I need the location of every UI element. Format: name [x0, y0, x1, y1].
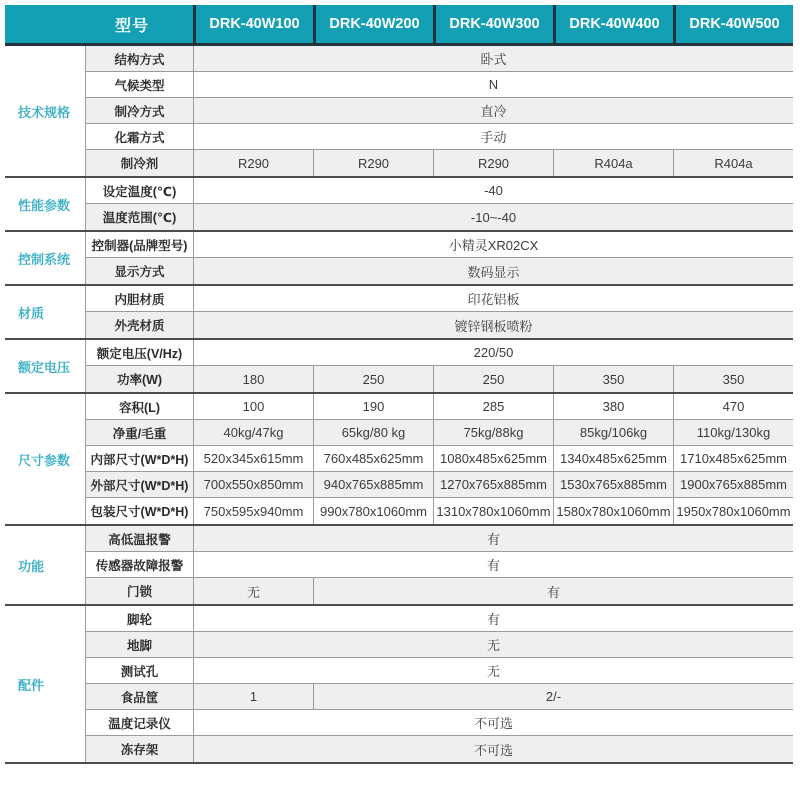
- spec-row-label: 测试孔: [85, 658, 193, 684]
- spec-value-cell: 手动: [193, 124, 793, 150]
- spec-value-cell: 250: [433, 366, 553, 392]
- spec-value-cell: 1310x780x1060mm: [433, 498, 553, 524]
- spec-row-label: 温度记录仪: [85, 710, 193, 736]
- spec-sheet-page: [5, 5, 793, 764]
- spec-row-label: 内部尺寸(W*D*H): [85, 446, 193, 472]
- model-column-header: 型号: [114, 17, 149, 35]
- spec-group-label: 配件: [5, 606, 85, 762]
- spec-value-cell: 有: [313, 578, 793, 604]
- spec-row-label: 结构方式: [85, 46, 193, 72]
- spec-value-cell: -40: [193, 178, 793, 204]
- spec-table-body: [5, 46, 793, 764]
- spec-group-label: 性能参数: [5, 178, 85, 230]
- spec-value-cell: 40kg/47kg: [193, 420, 313, 446]
- spec-section: [5, 176, 793, 230]
- spec-row-label: 显示方式: [85, 258, 193, 284]
- spec-group-label: 控制系统: [5, 232, 85, 284]
- spec-group-label: 材质: [5, 286, 85, 338]
- spec-row-label: 外壳材质: [85, 312, 193, 338]
- spec-value-cell: 1580x780x1060mm: [553, 498, 673, 524]
- spec-row-label: 温度范围(℃): [85, 204, 193, 230]
- spec-row-label: 制冷方式: [85, 98, 193, 124]
- spec-value-cell: 2/-: [313, 684, 793, 710]
- spec-section: [5, 230, 793, 284]
- spec-value-cell: 有: [193, 606, 793, 632]
- spec-value-cell: 285: [433, 394, 553, 420]
- spec-row-label: 地脚: [85, 632, 193, 658]
- spec-value-cell: 250: [313, 366, 433, 392]
- spec-value-cell: 卧式: [193, 46, 793, 72]
- spec-section: [5, 46, 793, 176]
- spec-value-cell: 700x550x850mm: [193, 472, 313, 498]
- spec-value-cell: R290: [433, 150, 553, 176]
- spec-value-cell: 100: [193, 394, 313, 420]
- spec-value-cell: 小精灵XR02CX: [193, 232, 793, 258]
- spec-value-cell: 350: [553, 366, 673, 392]
- spec-value-cell: R404a: [673, 150, 793, 176]
- spec-value-cell: 印花铝板: [193, 286, 793, 312]
- spec-value-cell: 470: [673, 394, 793, 420]
- spec-value-cell: 1270x765x885mm: [433, 472, 553, 498]
- spec-group-label: 技术规格: [5, 46, 85, 176]
- spec-value-cell: 无: [193, 578, 313, 604]
- spec-value-cell: 520x345x615mm: [193, 446, 313, 472]
- spec-value-cell: 190: [313, 394, 433, 420]
- spec-row-label: 净重/毛重: [85, 420, 193, 446]
- spec-value-cell: 65kg/80 kg: [313, 420, 433, 446]
- spec-section: [5, 338, 793, 392]
- spec-value-cell: 75kg/88kg: [433, 420, 553, 446]
- spec-value-cell: 350: [673, 366, 793, 392]
- spec-value-cell: 1: [193, 684, 313, 710]
- spec-row-label: 门锁: [85, 578, 193, 604]
- spec-row-label: 脚轮: [85, 606, 193, 632]
- spec-value-cell: N: [193, 72, 793, 98]
- spec-value-cell: 有: [193, 552, 793, 578]
- table-header-row: [5, 5, 793, 46]
- spec-row-label: 额定电压(V/Hz): [85, 340, 193, 366]
- spec-section: [5, 284, 793, 338]
- spec-value-cell: R290: [313, 150, 433, 176]
- spec-value-cell: 990x780x1060mm: [313, 498, 433, 524]
- model-header-cell: DRK-40W200: [313, 5, 433, 43]
- spec-value-cell: 110kg/130kg: [673, 420, 793, 446]
- spec-row-label: 内胆材质: [85, 286, 193, 312]
- spec-row-label: 外部尺寸(W*D*H): [85, 472, 193, 498]
- spec-row-label: 气候类型: [85, 72, 193, 98]
- spec-row-label: 高低温报警: [85, 526, 193, 552]
- spec-value-cell: 1710x485x625mm: [673, 446, 793, 472]
- spec-value-cell: 760x485x625mm: [313, 446, 433, 472]
- spec-value-cell: 无: [193, 632, 793, 658]
- spec-value-cell: 不可选: [193, 710, 793, 736]
- model-header-cell: DRK-40W100: [193, 5, 313, 43]
- spec-value-cell: 1080x485x625mm: [433, 446, 553, 472]
- model-header-cell: DRK-40W500: [673, 5, 793, 43]
- spec-value-cell: R290: [193, 150, 313, 176]
- spec-value-cell: 1950x780x1060mm: [673, 498, 793, 524]
- spec-group-label: 功能: [5, 526, 85, 604]
- spec-row-label: 食品筐: [85, 684, 193, 710]
- spec-value-cell: 无: [193, 658, 793, 684]
- spec-value-cell: 镀锌钢板喷粉: [193, 312, 793, 338]
- spec-row-label: 控制器(品牌型号): [85, 232, 193, 258]
- spec-row-label: 设定温度(℃): [85, 178, 193, 204]
- spec-section: [5, 392, 793, 524]
- spec-value-cell: 180: [193, 366, 313, 392]
- spec-row-label: 传感器故障报警: [85, 552, 193, 578]
- model-header-cell: DRK-40W300: [433, 5, 553, 43]
- spec-row-label: 容积(L): [85, 394, 193, 420]
- spec-value-cell: 1340x485x625mm: [553, 446, 673, 472]
- model-header-cell: DRK-40W400: [553, 5, 673, 43]
- spec-row-label: 包装尺寸(W*D*H): [85, 498, 193, 524]
- spec-value-cell: 940x765x885mm: [313, 472, 433, 498]
- spec-row-label: 制冷剂: [85, 150, 193, 176]
- spec-table: [5, 5, 793, 764]
- spec-value-cell: 85kg/106kg: [553, 420, 673, 446]
- spec-value-cell: 750x595x940mm: [193, 498, 313, 524]
- spec-value-cell: 380: [553, 394, 673, 420]
- spec-value-cell: 不可选: [193, 736, 793, 762]
- spec-section: [5, 524, 793, 604]
- spec-row-label: 化霜方式: [85, 124, 193, 150]
- spec-row-label: 冻存架: [85, 736, 193, 762]
- spec-section: [5, 604, 793, 762]
- spec-value-cell: 数码显示: [193, 258, 793, 284]
- spec-value-cell: 220/50: [193, 340, 793, 366]
- spec-value-cell: 1900x765x885mm: [673, 472, 793, 498]
- spec-value-cell: -10~-40: [193, 204, 793, 230]
- spec-row-label: 功率(W): [85, 366, 193, 392]
- spec-group-label: 额定电压: [5, 340, 85, 392]
- spec-group-label: 尺寸参数: [5, 394, 85, 524]
- spec-value-cell: R404a: [553, 150, 673, 176]
- spec-value-cell: 直冷: [193, 98, 793, 124]
- spec-value-cell: 有: [193, 526, 793, 552]
- spec-value-cell: 1530x765x885mm: [553, 472, 673, 498]
